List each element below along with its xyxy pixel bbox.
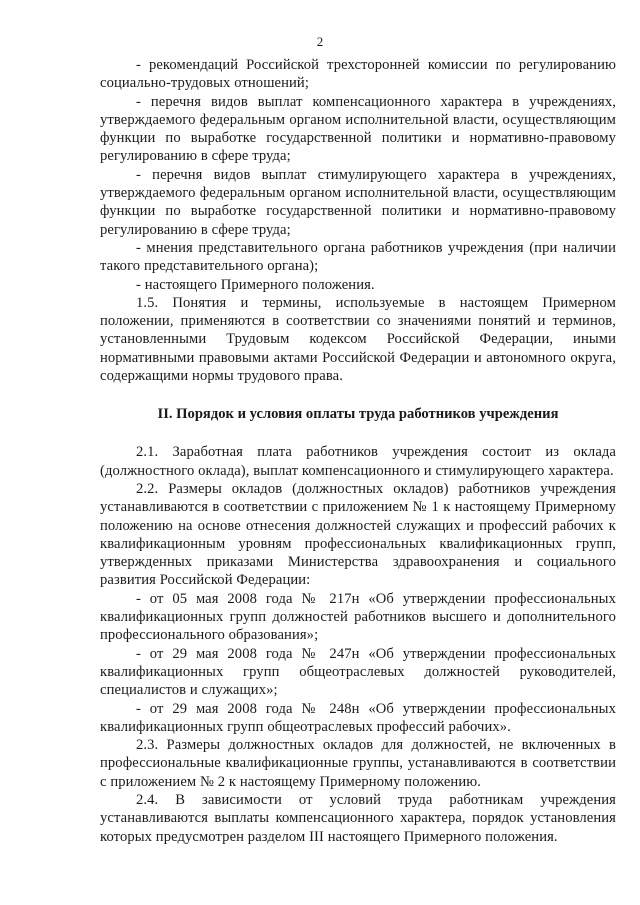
paragraph-2-4: 2.4. В зависимости от условий труда работникам учреждения устанавливаются выплаты компенсационного характера, порядок установления которых предусмотрен разделом III настоящего Примерного положения. bbox=[100, 791, 616, 845]
paragraph-1-5: 1.5. Понятия и термины, используемые в настоящем Примерном положении, применяются в соответствии со значениями понятий и терминов, установленными Трудовым кодексом Российской Федерации, иными нормативными правовыми актами Российской Федерации и автономного округа, содержащими нормы трудового права. bbox=[100, 294, 616, 385]
paragraph-compensation-payments-list: - перечня видов выплат компенсационного характера в учреждениях, утверждаемого федеральным органом исполнительной власти, осуществляющим функции по выработке государственной политики и нормативно-правовому регулированию в сфере труда; bbox=[100, 93, 616, 165]
paragraph-incentive-payments-list: - перечня видов выплат стимулирующего характера в учреждениях, утверждаемого федеральным органом исполнительной власти, осуществляющим функции по выработке государственной политики и нормативно-правовому регулированию в сфере труда; bbox=[100, 166, 616, 238]
list-item-order-247n: - от 29 мая 2008 года № 247н «Об утверждении профессиональных квалификационных групп общеотраслевых должностей руководителей, специалистов и служащих»; bbox=[100, 645, 616, 699]
paragraph-tripartite-commission: - рекомендаций Российской трехсторонней комиссии по регулированию социально-трудовых отношений; bbox=[100, 57, 616, 92]
paragraph-2-1: 2.1. Заработная плата работников учреждения состоит из оклада (должностного оклада), выплат компенсационного и стимулирующего характера. bbox=[100, 444, 616, 479]
list-item-order-248n: - от 29 мая 2008 года № 248н «Об утверждении профессиональных квалификационных групп общеотраслевых профессий рабочих». bbox=[100, 700, 616, 735]
page-number: 2 bbox=[316, 34, 324, 49]
paragraph-representative-body: - мнения представительного органа работников учреждения (при наличии такого представительного органа); bbox=[100, 239, 616, 275]
section-heading: II. Порядок и условия оплаты труда работников учреждения bbox=[157, 406, 559, 423]
document-body bbox=[100, 56, 616, 846]
paragraph-this-regulation: - настоящего Примерного положения. bbox=[136, 276, 375, 293]
list-item-order-217n: - от 05 мая 2008 года № 217н «Об утверждении профессиональных квалификационных групп должностей работников высшего и дополнительного профессионального образования»; bbox=[100, 590, 616, 644]
paragraph-2-2: 2.2. Размеры окладов (должностных окладов) работников учреждения устанавливаются в соответствии с приложением № 1 к настоящему Примерному положению на основе отнесения должностей служащих и профессий рабочих к квалификационным уровням профессиональных квалификационных групп, утвержденных приказами Министерства здравоохранения и социального развития Российской Федерации: bbox=[100, 480, 616, 589]
paragraph-2-3: 2.3. Размеры должностных окладов для должностей, не включенных в профессиональные квалификационные группы, устанавливаются в соответствии с приложением № 2 к настоящему Примерному положению. bbox=[100, 737, 616, 790]
